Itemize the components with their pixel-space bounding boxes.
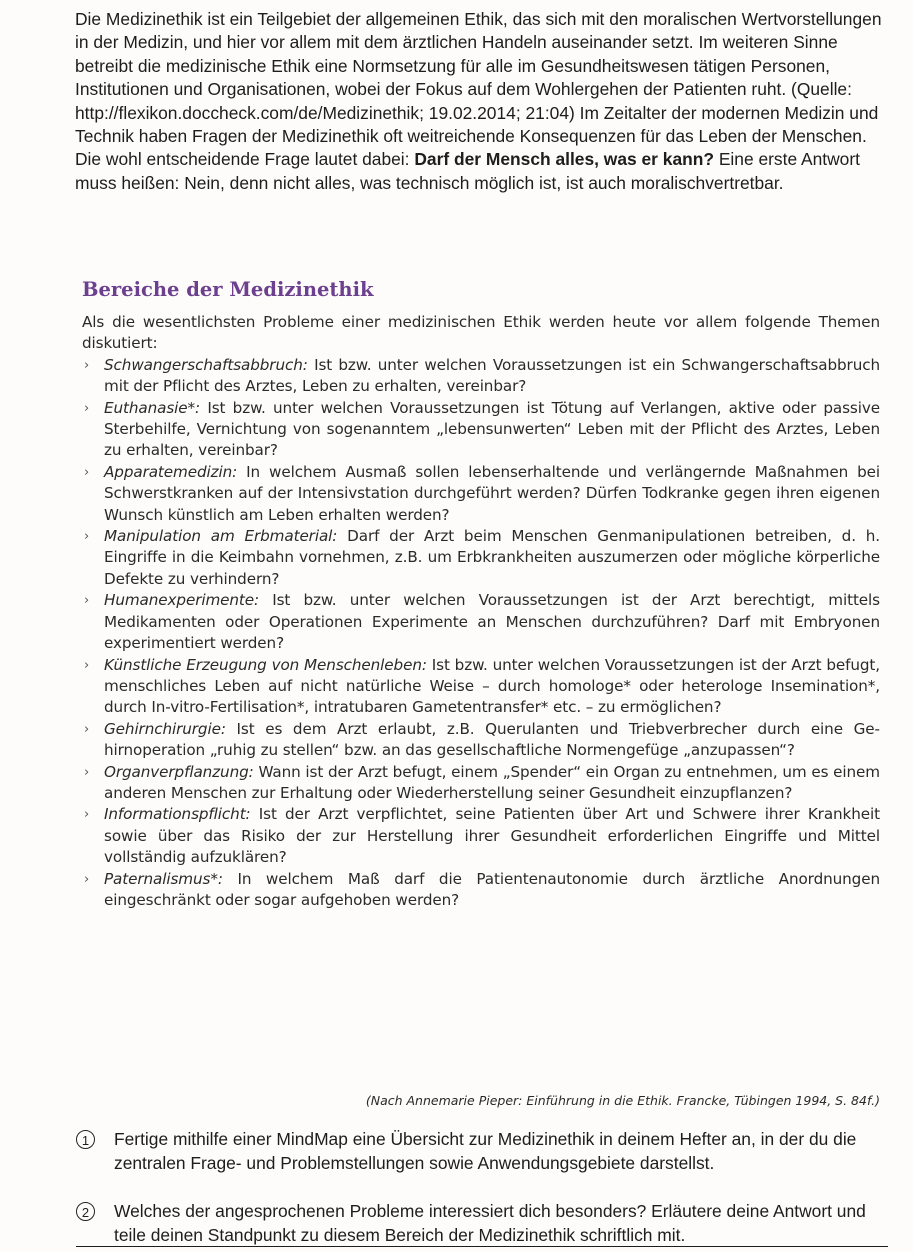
topic-text: In welchem Ausmaß sollen lebenserhaltende und verlängernde Maßnahmen bei Schwerstkranken auf der Intensivstation durchgeführt werden? Dürfen Todkranke gegen ihren eigenen Wunsch künstlich am Leben erhalten werden? [104, 462, 880, 524]
topic-term: Euthanasie*: [104, 398, 201, 417]
bullet-icon: › [84, 529, 90, 545]
intro-paragraph [75, 8, 887, 195]
topic-text: Ist bzw. unter welchen Voraussetzungen ist der Arzt berechtigt, mittels Medikamenten oder Operationen Experimente an Menschen durchzuführen? Darf mit Embryonen experimentiert werden? [104, 591, 880, 653]
intro-text-part1: Die Medizinethik ist ein Teilgebiet der allgemeinen Ethik, das sich mit den moralischen Wertvorstellungen in der Medizin, und hier vor allem mit dem ärztlichen Handeln auseinander setzt. Im weiteren Sinne betreibt die medizinische Ethik eine Normsetzung für alle im Gesundheitswesen tätigen Personen, Institutionen und Organisationen, wobei der Fokus auf dem Wohlergehen der Patienten ruht. (Quelle: http://flexikon.doccheck.com/de/Medizinethik; 19.02.2014; 21:04) Im Zeitalter der modernen Medizin und Technik haben Fragen der Medizinethik oft weitreichende Konsequenzen für das Leben der Menschen. Die wohl entscheidende Frage lautet dabei: [75, 9, 882, 170]
task-text: Fertige mithilfe einer MindMap eine Übersicht zur Medizinethik in deinem Hefter an, in der du die zentralen Frage- und Problemstellungen sowie Anwendungsgebiete darstellst. [114, 1129, 857, 1173]
topic-term: Informationspflicht: [104, 805, 251, 824]
topic-text: Darf der Arzt beim Menschen Genmanipulationen betreiben, d. h. Eingriffe in die Keimbahn vornehmen, z.B. um Erbkrankheiten auszumerzen oder mögliche körperliche Defekte zu verhindern? [104, 527, 881, 588]
task-2 [76, 1200, 888, 1248]
topic-list [82, 355, 880, 912]
task-1 [76, 1128, 888, 1176]
topic-term: Schwangerschaftsabbruch: [104, 355, 308, 374]
section-title: Bereiche der Medizinethik [82, 278, 374, 301]
key-question: Darf der Mensch alles, was er kann? [414, 149, 714, 170]
task-text: Welches der angesprochenen Probleme interessiert dich besonders? Erläutere deine Antwort und teile deinen Standpunkt zu diesem Bereich der Medizinethik schriftlich mit. [114, 1201, 866, 1245]
bullet-icon: › [84, 721, 90, 737]
answer-line [76, 1246, 888, 1247]
bullet-icon: › [84, 357, 90, 373]
topic-term: Gehirnchirurgie: [104, 719, 226, 738]
topic-text: In welchem Maß darf die Patientenautonomie durch ärztliche Anordnungen eingeschränkt oder sogar aufgehoben werden? [104, 869, 880, 909]
task-number-badge: 2 [76, 1202, 95, 1221]
bullet-icon: › [84, 807, 90, 823]
topic-item-gehirnchirurgie [82, 719, 880, 762]
bullet-icon: › [84, 657, 90, 673]
topic-term: Apparatemedizin: [104, 462, 238, 481]
topic-item-kuenstliche-erzeugung [82, 655, 880, 719]
topic-item-organverpflanzung [82, 762, 880, 805]
topic-term: Paternalismus*: [104, 869, 223, 888]
excerpt [82, 312, 880, 911]
task-number-badge: 1 [76, 1130, 95, 1149]
topic-term: Humanexperimente: [104, 591, 260, 610]
section-lead: Als die wesentlichsten Probleme einer medizinischen Ethik werden heute vor allem folgende Themen diskutiert: [82, 313, 880, 353]
topic-item-erbmaterial [82, 526, 880, 590]
topic-item-schwangerschaftsabbruch [82, 355, 880, 398]
bullet-icon: › [84, 764, 90, 780]
topic-item-informationspflicht [82, 804, 880, 868]
topic-text: Ist der Arzt verpflichtet, seine Patienten über Art und Schwere ihrer Krankheit sowie über das Risiko der zur Herstellung ihrer Gesundheit erforderlichen Eingriffe und Mittel vollständig aufzuklären? [104, 805, 880, 867]
topic-item-euthanasie [82, 398, 880, 462]
topic-text: Ist bzw. unter welchen Voraussetzungen ist Tötung auf Verlangen, aktive oder passive Sterbehilfe, Vernichtung von sogenanntem „lebensunwerten“ Leben mit der Pflicht des Arztes, Leben zu erhalten, vereinbar? [104, 398, 880, 460]
topic-term: Manipulation am Erbmaterial: [104, 527, 338, 546]
source-citation: (Nach Annemarie Pieper: Einführung in die Ethik. Francke, Tübingen 1994, S. 84f.) [365, 1093, 880, 1108]
topic-text: Wann ist der Arzt befugt, einem „Spender“ ein Organ zu entnehmen, um es einem anderen Menschen zur Erhaltung oder Wiederherstellung seiner Gesundheit einzupflanzen? [104, 762, 880, 802]
topic-item-humanexperimente [82, 590, 880, 654]
intro-text-part2: Eine erste Antwort muss heißen: Nein, denn nicht alles, was technisch möglich ist, ist auch moralischvertretbar. [75, 149, 860, 193]
topic-text: Ist es dem Arzt erlaubt, z.B. Querulanten und Triebverbrecher durch eine Gehirnoperation „ruhig zu stellen“ bzw. an das gesellschaftliche Normengefüge „anzupassen“? [104, 719, 880, 760]
bullet-icon: › [84, 464, 90, 480]
bullet-icon: › [84, 400, 90, 416]
topic-term: Organverpflanzung: [104, 762, 254, 781]
topic-text: Ist bzw. unter welchen Voraussetzungen ist der Arzt befugt, menschliches Leben auf nicht natürliche Weise – durch homologe* oder heterologe Insemination*, durch In-vitro-Fertilisation*, intratubaren Gametentransfer* etc. – zu ermöglichen? [104, 655, 880, 717]
topic-text: Ist bzw. unter welchen Voraussetzungen ist ein Schwangerschaftsabbruch mit der Pflicht des Arztes, Leben zu erhalten, vereinbar? [104, 355, 880, 396]
bullet-icon: › [84, 871, 90, 887]
topic-item-apparatemedizin [82, 462, 880, 526]
bullet-icon: › [84, 593, 90, 609]
topic-item-paternalismus [82, 869, 880, 912]
topic-term: Künstliche Erzeugung von Menschenleben: [104, 655, 427, 674]
